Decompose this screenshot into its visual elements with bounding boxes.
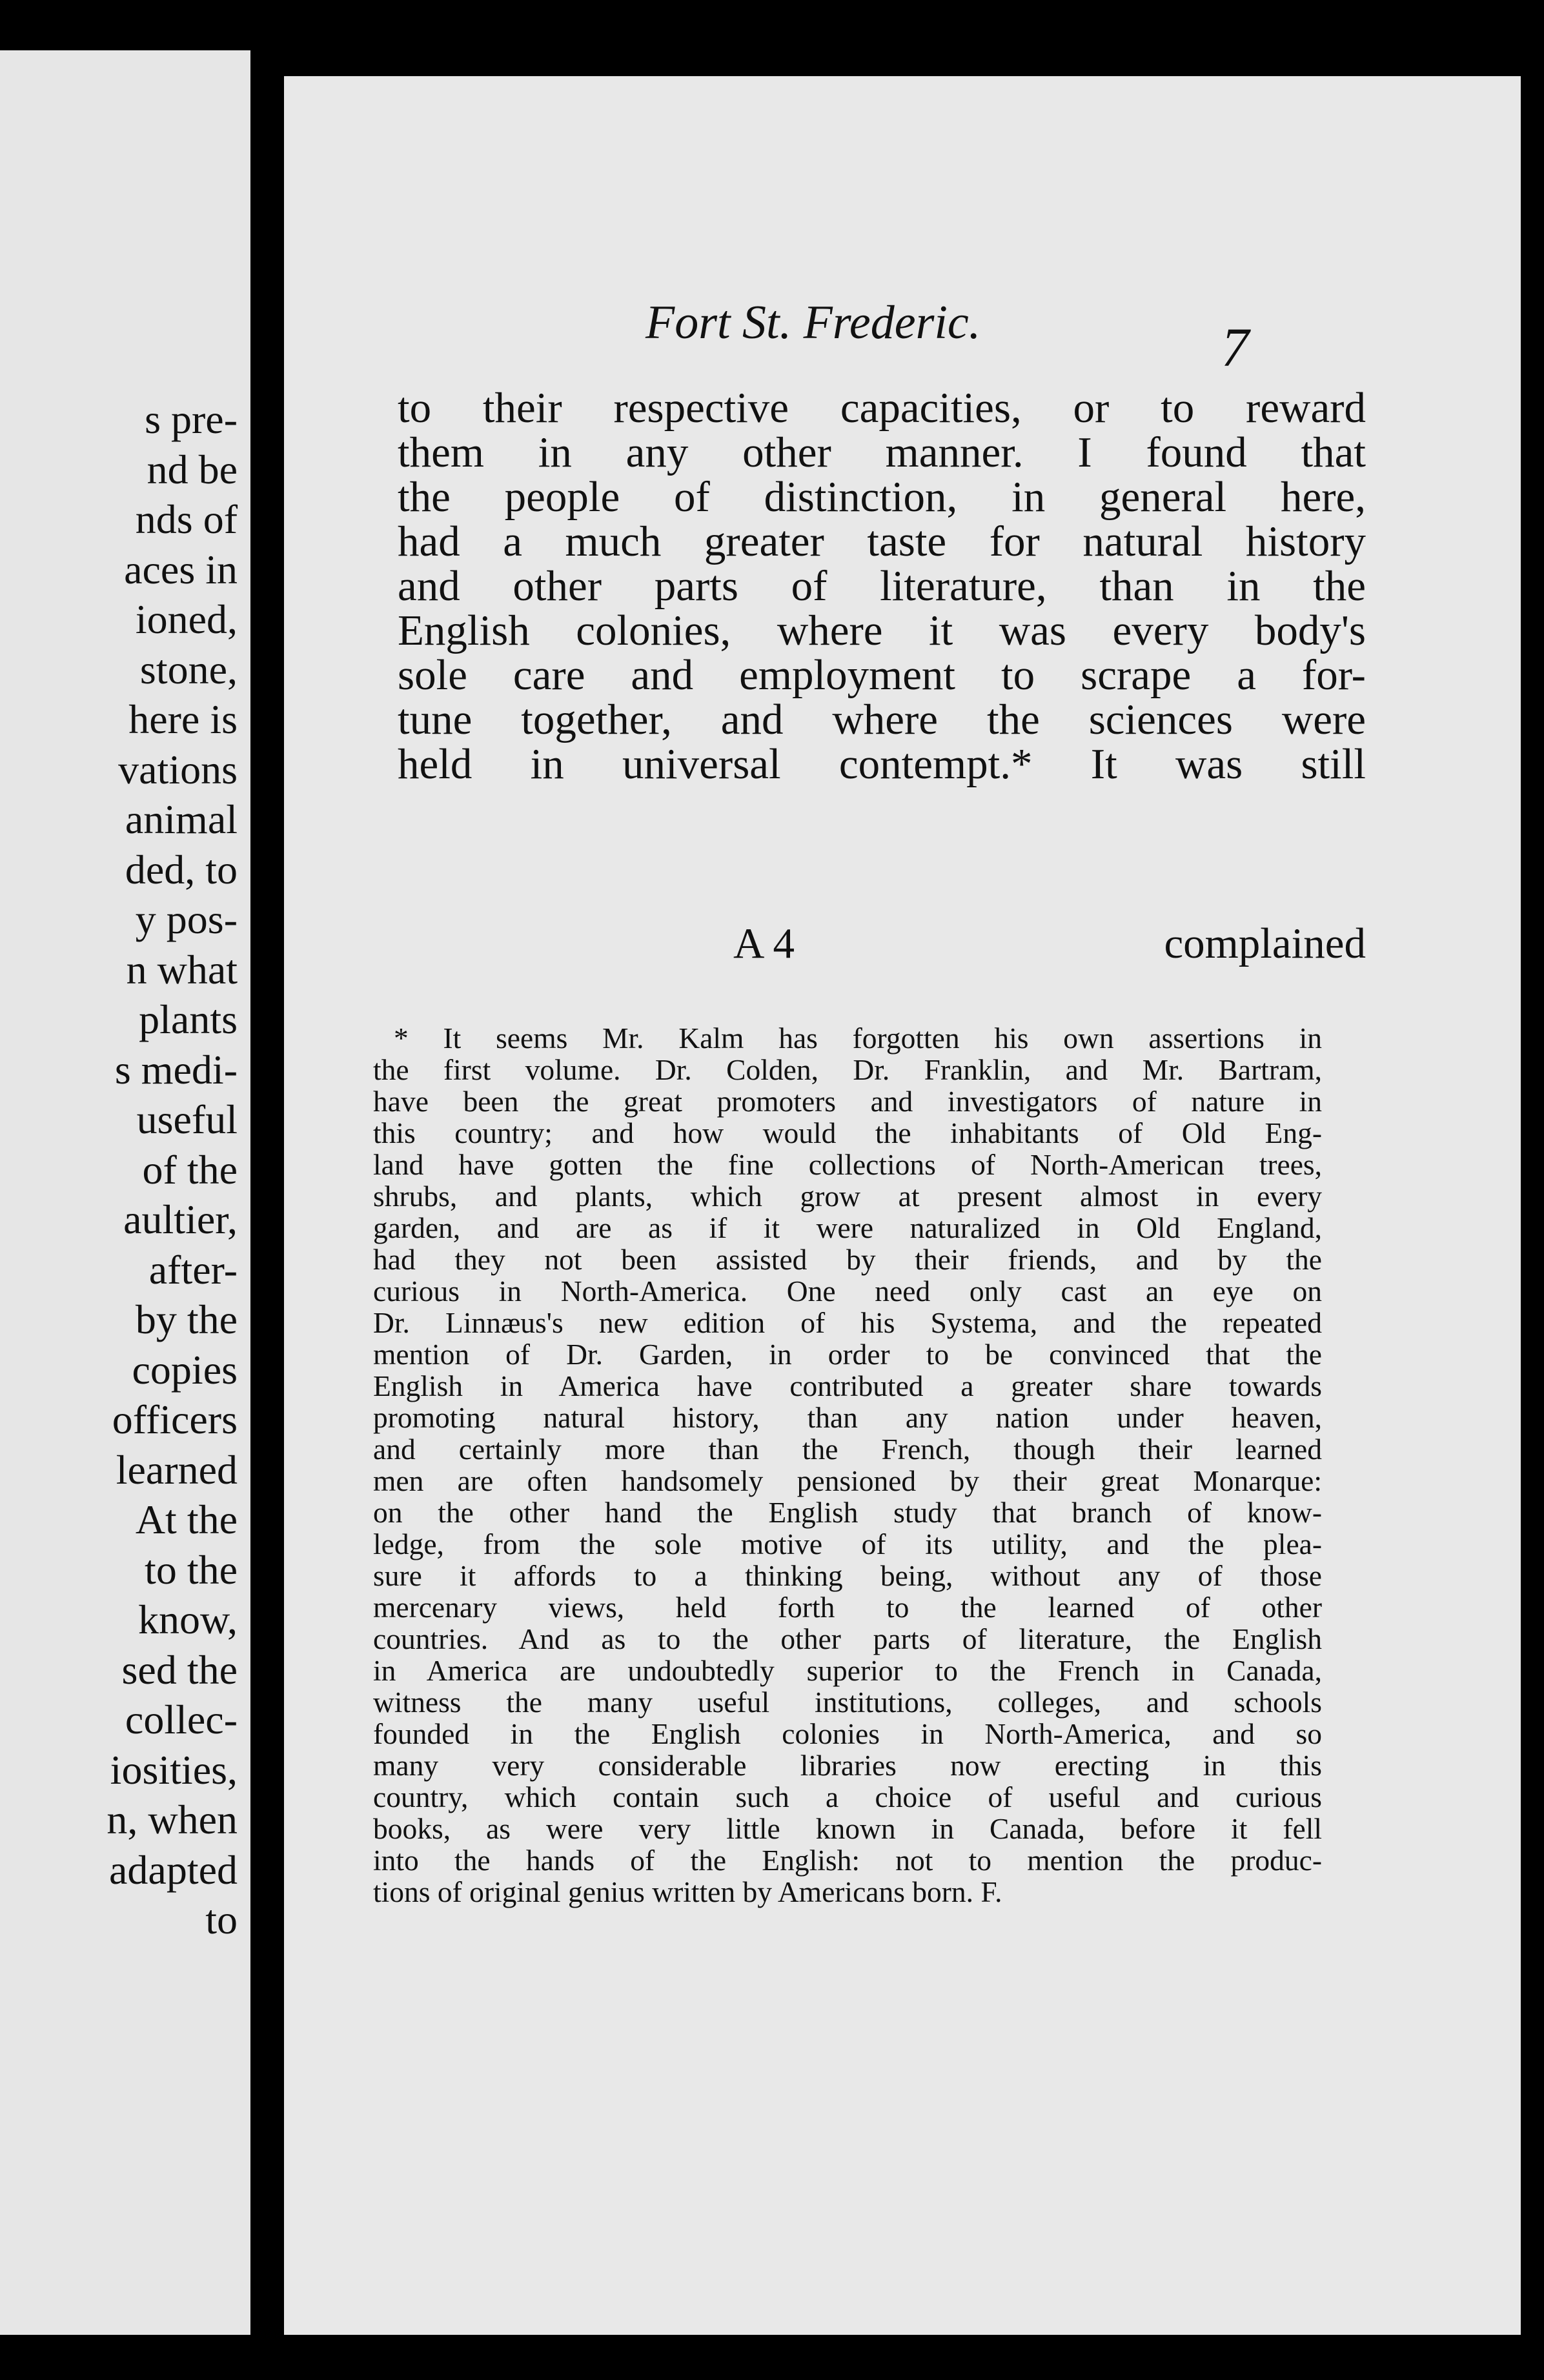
left-page-line: n what — [126, 946, 238, 993]
left-page-line: nd be — [147, 446, 238, 492]
body-line: sole care and employment to scrape a for- — [398, 651, 1366, 699]
left-page-line: know, — [137, 1597, 238, 1642]
left-page-line: aces in — [124, 546, 238, 592]
left-page-line: adapted — [109, 1846, 238, 1893]
footnote-line: mercenary views, held forth to the learned of other — [373, 1591, 1322, 1624]
footnote-line: and certainly more than the French, though their learned — [373, 1433, 1322, 1466]
right-page — [284, 76, 1521, 2335]
footnote-line: books, as were very little known in Canada, before it fell — [373, 1812, 1322, 1845]
footnote-line: curious in North-America. One need only cast an eye on — [373, 1275, 1322, 1307]
footnote — [373, 1022, 1322, 1908]
footnote-line: this country; and how would the inhabitants of Old Eng- — [373, 1116, 1322, 1149]
footnote-line: have been the great promoters and investigators of nature in — [373, 1085, 1322, 1118]
footnote-line: countries. And as to the other parts of literature, the English — [373, 1622, 1322, 1655]
footnote-line: witness the many useful institutions, colleges, and schools — [373, 1686, 1322, 1719]
left-page-line: s pre- — [145, 396, 238, 442]
left-page-line: to the — [145, 1546, 238, 1593]
body-line: to their respective capacities, or to reward — [398, 384, 1366, 432]
footnote-line: promoting natural history, than any nation under heaven, — [373, 1401, 1322, 1434]
footnote-line: * It seems Mr. Kalm has forgotten his own assertions in — [394, 1022, 1322, 1054]
signature-row — [398, 919, 1366, 971]
left-page-line: s medi- — [114, 1046, 238, 1093]
footnote-line: founded in the English colonies in North-America, and so — [373, 1717, 1322, 1750]
left-page-line: learned — [116, 1446, 238, 1493]
body-line: had a much greater taste for natural history — [398, 518, 1366, 565]
footnote-line: country, which contain such a choice of useful and curious — [373, 1780, 1322, 1813]
body-line: tune together, and where the sciences were — [398, 696, 1366, 743]
left-page-line: At the — [135, 1497, 238, 1542]
body-line: the people of distinction, in general here, — [398, 473, 1366, 521]
left-page-line: of the — [142, 1146, 238, 1193]
left-page-line: sed the — [121, 1646, 238, 1693]
footnote-line: the first volume. Dr. Colden, Dr. Franklin, and Mr. Bartram, — [373, 1053, 1322, 1086]
left-page-line: plants — [139, 996, 238, 1042]
left-page-line: officers — [112, 1397, 238, 1442]
left-page-line: after- — [148, 1246, 238, 1293]
footnote-line: on the other hand the English study that branch of know- — [373, 1496, 1322, 1529]
footnote-line: men are often handsomely pensioned by their great Monarque: — [373, 1464, 1322, 1497]
footnote-line: shrubs, and plants, which grow at present almost in every — [373, 1180, 1322, 1213]
left-page-line: useful — [136, 1096, 238, 1142]
body-line: held in universal contempt.* It was still — [398, 740, 1366, 788]
footnote-line: Dr. Linnæus's new edition of his Systema, and the repeated — [373, 1306, 1322, 1339]
left-page-line: animal — [125, 796, 238, 842]
signature-mark: A 4 — [733, 920, 795, 967]
footnote-line: English in America have contributed a greater share towards — [373, 1369, 1322, 1402]
left-page-line: by the — [135, 1296, 238, 1342]
body-line: and other parts of literature, than in the — [398, 562, 1366, 610]
left-page-line: here is — [128, 696, 238, 742]
footnote-line: into the hands of the English: not to mention the produc- — [373, 1844, 1322, 1877]
footnote-line: ledge, from the sole motive of its utility, and the plea- — [373, 1528, 1322, 1560]
footnote-line: had they not been assisted by their friends, and by the — [373, 1243, 1322, 1276]
running-title: Fort St. Frederic. — [645, 296, 981, 349]
left-page-line: stone, — [139, 646, 238, 692]
left-page-line: vations — [118, 746, 238, 792]
left-page-line: n, when — [107, 1797, 238, 1842]
left-page-line: to — [205, 1897, 238, 1942]
left-facing-page — [0, 50, 250, 2335]
left-page-line: collec- — [125, 1697, 238, 1742]
page-number: 7 — [1221, 316, 1249, 378]
left-page-line: y pos- — [135, 896, 238, 942]
left-page-line: copies — [132, 1346, 238, 1393]
left-page-line: iosities, — [110, 1746, 238, 1793]
catchword: complained — [1164, 920, 1366, 967]
body-line: them in any other manner. I found that — [398, 429, 1366, 476]
footnote-line: many very considerable libraries now erecting in this — [373, 1749, 1322, 1782]
left-page-line: ioned, — [135, 596, 238, 642]
footnote-line: land have gotten the fine collections of North-American trees, — [373, 1148, 1322, 1181]
left-page-line: ded, to — [125, 846, 238, 892]
footnote-line: in America are undoubtedly superior to the French in Canada, — [373, 1654, 1322, 1687]
body-text — [398, 386, 1366, 787]
left-page-line: nds of — [135, 496, 238, 542]
footnote-line: tions of original genius written by Americans born. F. — [373, 1875, 1002, 1908]
left-page-line: aultier, — [123, 1196, 238, 1242]
body-line: English colonies, where it was every body's — [398, 607, 1366, 654]
footnote-line: mention of Dr. Garden, in order to be convinced that the — [373, 1338, 1322, 1371]
footnote-line: sure it affords to a thinking being, without any of those — [373, 1559, 1322, 1592]
speck — [1405, 1304, 1411, 1310]
footnote-line: garden, and are as if it were naturalized in Old England, — [373, 1211, 1322, 1244]
